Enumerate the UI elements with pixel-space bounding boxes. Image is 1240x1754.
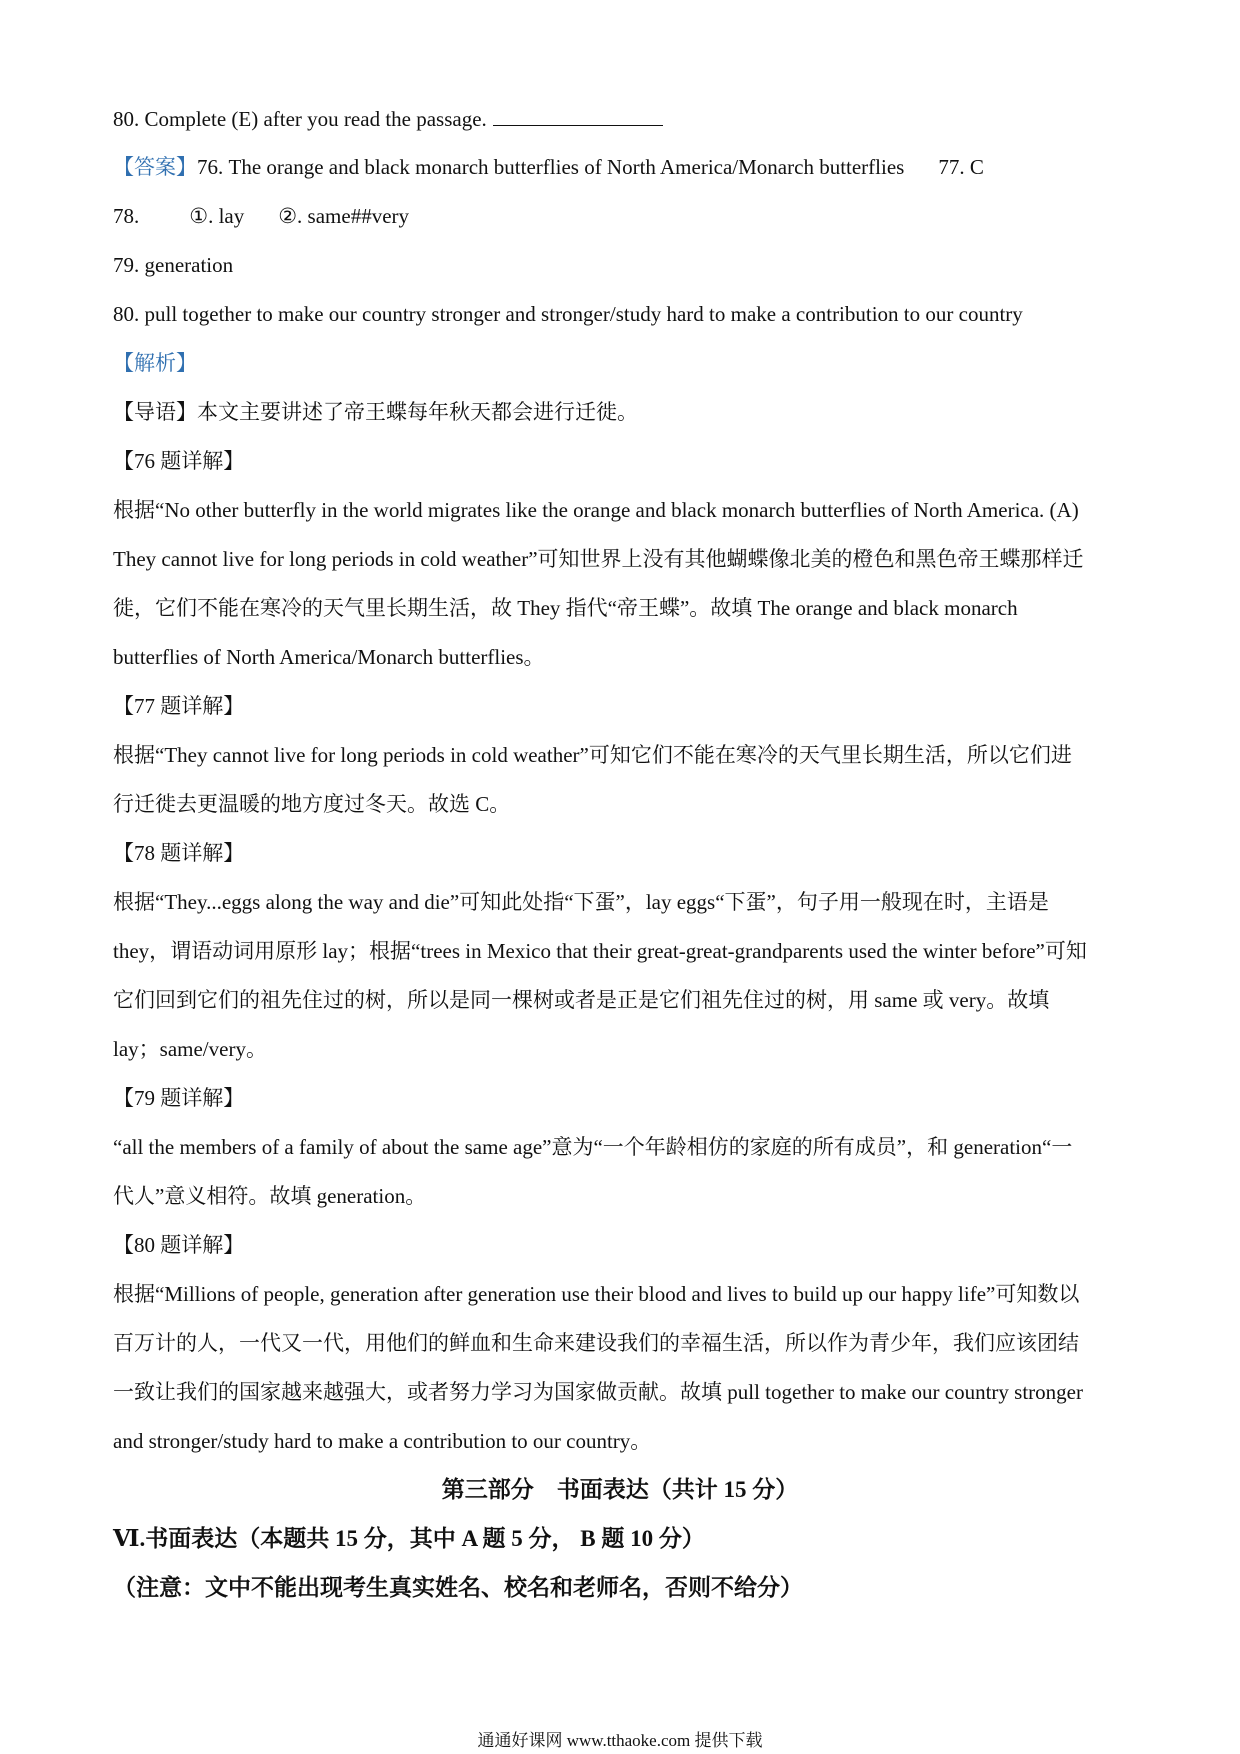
d79-line-1: “all the members of a family of about the same age”意为“一个年龄相仿的家庭的所有成员”，和 generation“一 (113, 1135, 1073, 1159)
answer-blank (493, 105, 663, 126)
intro-text: 【导语】本文主要讲述了帝王蝶每年秋天都会进行迁徙。 (113, 400, 638, 424)
d77-title: 【77 题详解】 (113, 694, 245, 718)
answer-78-1: ①. lay (189, 204, 245, 228)
d78-line-3: 它们回到它们的祖先住过的树，所以是同一棵树或者是正是它们祖先住过的树，用 same 或 very。故填 (113, 988, 1050, 1012)
d80-line-3: 一致让我们的国家越来越强大，或者努力学习为国家做贡献。故填 pull together to make our country stronger (113, 1380, 1083, 1404)
answer-77: 77. C (938, 155, 984, 179)
q80-prompt: 80. Complete (E) after you read the passage. (113, 107, 487, 131)
d76-line-4: butterflies of North America/Monarch butterflies。 (113, 645, 545, 669)
d80-line-4: and stronger/study hard to make a contribution to our country。 (113, 1429, 652, 1453)
answer-78-num: 78. (113, 204, 140, 228)
d76-line-3: 徙，它们不能在寒冷的天气里长期生活，故 They 指代“帝王蝶”。故填 The orange and black monarch (113, 596, 1018, 620)
answer-line-78 (113, 202, 409, 230)
answer-line-1 (113, 153, 984, 181)
q80-prompt-line (113, 105, 663, 133)
d76-line-1: 根据“No other butterfly in the world migrates like the orange and black monarch butterflies of North America. (A) (113, 498, 1079, 522)
d77-line-2: 行迁徙去更温暖的地方度过冬天。故选 C。 (113, 792, 511, 816)
analysis-label: 【解析】 (113, 351, 197, 375)
footer-text: 通通好课网 www.tthaoke.com 提供下载 (477, 1731, 763, 1750)
notice-text: （注意：文中不能出现考生真实姓名、校名和老师名，否则不给分） (113, 1575, 803, 1600)
answer-76: 76. The orange and black monarch butterflies of North America/Monarch butterflies (197, 155, 905, 179)
section6-heading: Ⅵ.书面表达（本题共 15 分，其中 A 题 5 分， B 题 10 分） (113, 1526, 705, 1551)
d76-line-2: They cannot live for long periods in cold weather”可知世界上没有其他蝴蝶像北美的橙色和黑色帝王蝶那样迁 (113, 547, 1084, 571)
answer-80: 80. pull together to make our country stronger and stronger/study hard to make a contribution to our country (113, 302, 1023, 326)
d79-line-2: 代人”意义相符。故填 generation。 (113, 1184, 427, 1208)
d80-line-1: 根据“Millions of people, generation after generation use their blood and lives to build up our happy life”可知数以 (113, 1282, 1080, 1306)
part3-heading: 第三部分 书面表达（共计 15 分） (441, 1477, 799, 1502)
answer-79: 79. generation (113, 253, 234, 277)
d80-title: 【80 题详解】 (113, 1233, 245, 1257)
answer-label: 【答案】 (113, 155, 197, 179)
d78-line-4: lay；same/very。 (113, 1037, 267, 1061)
d77-line-1: 根据“They cannot live for long periods in cold weather”可知它们不能在寒冷的天气里长期生活，所以它们进 (113, 743, 1072, 767)
answer-78-2: ②. same##very (278, 204, 410, 228)
d79-title: 【79 题详解】 (113, 1086, 245, 1110)
d76-title: 【76 题详解】 (113, 449, 245, 473)
d78-title: 【78 题详解】 (113, 841, 245, 865)
d78-line-2: they，谓语动词用原形 lay；根据“trees in Mexico that their great-great-grandparents used the winter before”可知 (113, 939, 1087, 963)
d80-line-2: 百万计的人，一代又一代，用他们的鲜血和生命来建设我们的幸福生活，所以作为青少年，我们应该团结 (113, 1331, 1079, 1355)
d78-line-1: 根据“They...eggs along the way and die”可知此处指“下蛋”，lay eggs“下蛋”，句子用一般现在时，主语是 (113, 890, 1049, 914)
